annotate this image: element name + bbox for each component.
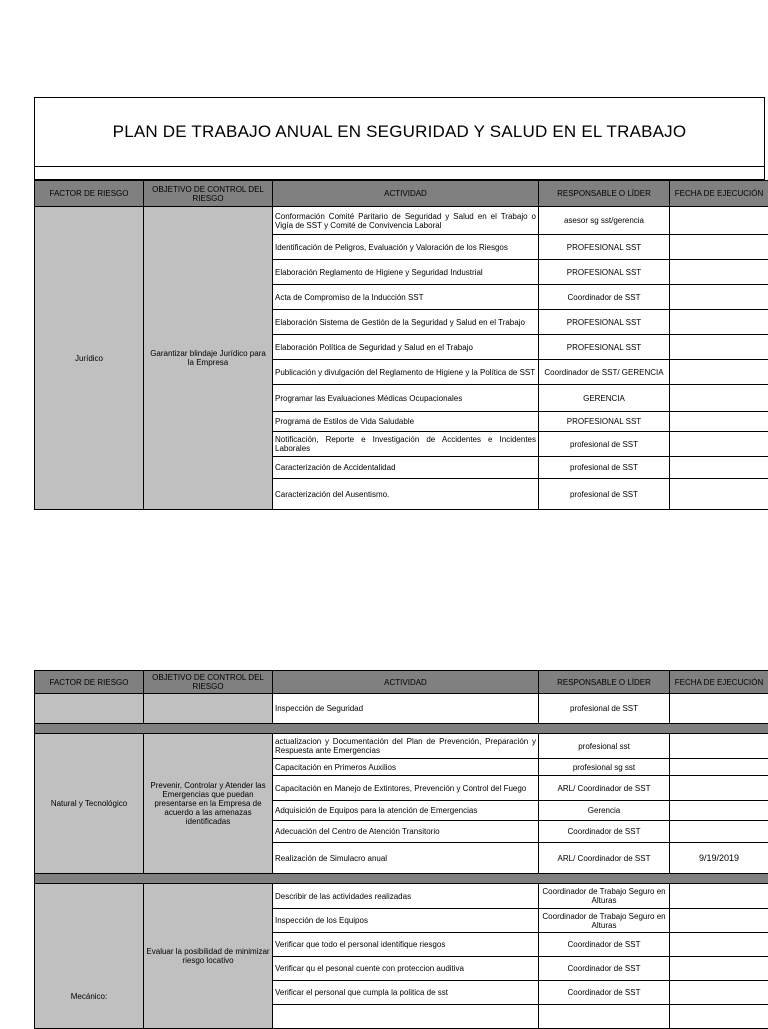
fecha-cell (670, 821, 768, 843)
responsable-cell: Coordinador de Trabajo Seguro en Alturas (539, 909, 670, 933)
fecha-cell (670, 909, 768, 933)
fecha-cell (670, 694, 768, 724)
objetivo-cell: Prevenir, Controlar y Atender las Emergencias que puedan presentarse en la Empresa de acuerdo a las amenazas identificadas (144, 734, 273, 874)
fecha-cell (670, 432, 768, 457)
objetivo-cell (144, 694, 273, 724)
section-separator (35, 724, 768, 734)
actividad-cell: Notificación, Reporte e Investigación de Accidentes e Incidentes Laborales (273, 432, 539, 457)
responsable-cell: Coordinador de SST (539, 285, 670, 310)
actividad-cell: Verificar qu el pesonal cuente con proteccion auditiva (273, 957, 539, 981)
actividad-cell: Acta de Compromiso de la Inducción SST (273, 285, 539, 310)
responsable-cell: Gerencia (539, 801, 670, 821)
header-actividad: ACTIVIDAD (273, 181, 539, 207)
actividad-cell: Programar las Evaluaciones Médicas Ocupacionales (273, 385, 539, 412)
fecha-cell (670, 981, 768, 1005)
header-factor: FACTOR DE RIESGO (35, 181, 144, 207)
actividad-cell (273, 1005, 539, 1029)
table-row (35, 884, 768, 909)
actividad-cell: Describir de las actividades realizadas (273, 884, 539, 909)
fecha-cell (670, 884, 768, 909)
fecha-cell (670, 933, 768, 957)
header-actividad: ACTIVIDAD (273, 671, 539, 694)
factor-cell (35, 884, 144, 1029)
table-row (35, 734, 768, 759)
fecha-cell (670, 801, 768, 821)
header-factor: FACTOR DE RIESGO (35, 671, 144, 694)
objetivo-cell: Evaluar la posibilidad de minimizar riesgo locativo (144, 884, 273, 1029)
actividad-cell: Caracterización del Ausentismo. (273, 479, 539, 510)
factor-label: Mecánico: (71, 992, 107, 1001)
header-objetivo: OBJETIVO DE CONTROL DEL RIESGO (144, 671, 273, 694)
responsable-cell: Coordinador de SST (539, 981, 670, 1005)
fecha-cell (670, 385, 768, 412)
responsable-cell: Coordinador de Trabajo Seguro en Alturas (539, 884, 670, 909)
fecha-cell (670, 412, 768, 432)
objetivo-cell: Garantizar blindaje Jurídico para la Empresa (144, 207, 273, 510)
actividad-cell: Publicación y divulgación del Reglamento de Higiene y la Política de SST (273, 360, 539, 385)
responsable-cell: Coordinador de SST/ GERENCIA (539, 360, 670, 385)
table-row (35, 207, 768, 235)
section-separator (35, 874, 768, 884)
header-objetivo: OBJETIVO DE CONTROL DEL RIESGO (144, 181, 273, 207)
table-header-row (35, 181, 768, 207)
actividad-cell: Identificación de Peligros, Evaluación y Valoración de los Riesgos (273, 235, 539, 260)
header-responsable: RESPONSABLE O LÍDER (539, 181, 670, 207)
actividad-cell: Realización de Simulacro anual (273, 843, 539, 874)
table-row (35, 694, 768, 724)
fecha-cell (670, 310, 768, 335)
fecha-cell (670, 957, 768, 981)
factor-cell (35, 694, 144, 724)
responsable-cell: profesional sg sst (539, 759, 670, 776)
actividad-cell: Verificar el personal que cumpla la politica de sst (273, 981, 539, 1005)
fecha-cell (670, 260, 768, 285)
plan-table-2 (34, 670, 768, 1029)
responsable-cell: asesor sg sst/gerencia (539, 207, 670, 235)
fecha-cell (670, 285, 768, 310)
fecha-cell (670, 235, 768, 260)
actividad-cell: Inspección de Seguridad (273, 694, 539, 724)
fecha-cell (670, 1005, 768, 1029)
responsable-cell: PROFESIONAL SST (539, 412, 670, 432)
actividad-cell: Elaboración Reglamento de Higiene y Seguridad Industrial (273, 260, 539, 285)
actividad-cell: actualizacion y Documentación del Plan de Prevención, Preparación y Respuesta ante Emergencias (273, 734, 539, 759)
responsable-cell: profesional de SST (539, 432, 670, 457)
responsable-cell: PROFESIONAL SST (539, 235, 670, 260)
responsable-cell: profesional de SST (539, 694, 670, 724)
actividad-cell: Adquisición de Equipos para la atención de Emergencias (273, 801, 539, 821)
fecha-cell (670, 776, 768, 801)
actividad-cell: Capacitación en Manejo de Extintores, Prevención y Control del Fuego (273, 776, 539, 801)
actividad-cell: Programa de Estilos de Vida Saludable (273, 412, 539, 432)
fecha-cell (670, 360, 768, 385)
title-divider (35, 166, 764, 167)
header-fecha: FECHA DE EJECUCIÓN (670, 671, 768, 694)
responsable-cell: GERENCIA (539, 385, 670, 412)
responsable-cell: PROFESIONAL SST (539, 335, 670, 360)
plan-table-1 (34, 180, 768, 510)
actividad-cell: Inspección de los Equipos (273, 909, 539, 933)
fecha-cell (670, 335, 768, 360)
actividad-cell: Elaboración Sistema de Gestión de la Seguridad y Salud en el Trabajo (273, 310, 539, 335)
responsable-cell (539, 1005, 670, 1029)
header-responsable: RESPONSABLE O LÍDER (539, 671, 670, 694)
document-title-box (34, 97, 765, 180)
responsable-cell: profesional de SST (539, 479, 670, 510)
responsable-cell: Coordinador de SST (539, 821, 670, 843)
fecha-cell: 9/19/2019 (670, 843, 768, 874)
fecha-cell (670, 457, 768, 479)
header-fecha: FECHA DE EJECUCIÓN (670, 181, 768, 207)
factor-cell: Natural y Tecnológico (35, 734, 144, 874)
responsable-cell: Coordinador de SST (539, 933, 670, 957)
actividad-cell: Verificar que todo el personal identifique riesgos (273, 933, 539, 957)
table-header-row (35, 671, 768, 694)
responsable-cell: ARL/ Coordinador de SST (539, 776, 670, 801)
actividad-cell: Caracterización de Accidentalidad (273, 457, 539, 479)
responsable-cell: profesional sst (539, 734, 670, 759)
responsable-cell: PROFESIONAL SST (539, 260, 670, 285)
document-title: PLAN DE TRABAJO ANUAL EN SEGURIDAD Y SALUD EN EL TRABAJO (35, 122, 764, 142)
actividad-cell: Conformación Comité Paritario de Seguridad y Salud en el Trabajo o Vigía de SST y Comité de Convivencia Laboral (273, 207, 539, 235)
fecha-cell (670, 759, 768, 776)
fecha-cell (670, 734, 768, 759)
actividad-cell: Adecuación del Centro de Atención Transitorio (273, 821, 539, 843)
actividad-cell: Elaboración Política de Seguridad y Salud en el Trabajo (273, 335, 539, 360)
actividad-cell: Capacitación en Primeros Auxilios (273, 759, 539, 776)
responsable-cell: ARL/ Coordinador de SST (539, 843, 670, 874)
responsable-cell: Coordinador de SST (539, 957, 670, 981)
factor-cell: Jurídico (35, 207, 144, 510)
responsable-cell: profesional de SST (539, 457, 670, 479)
fecha-cell (670, 207, 768, 235)
responsable-cell: PROFESIONAL SST (539, 310, 670, 335)
fecha-cell (670, 479, 768, 510)
